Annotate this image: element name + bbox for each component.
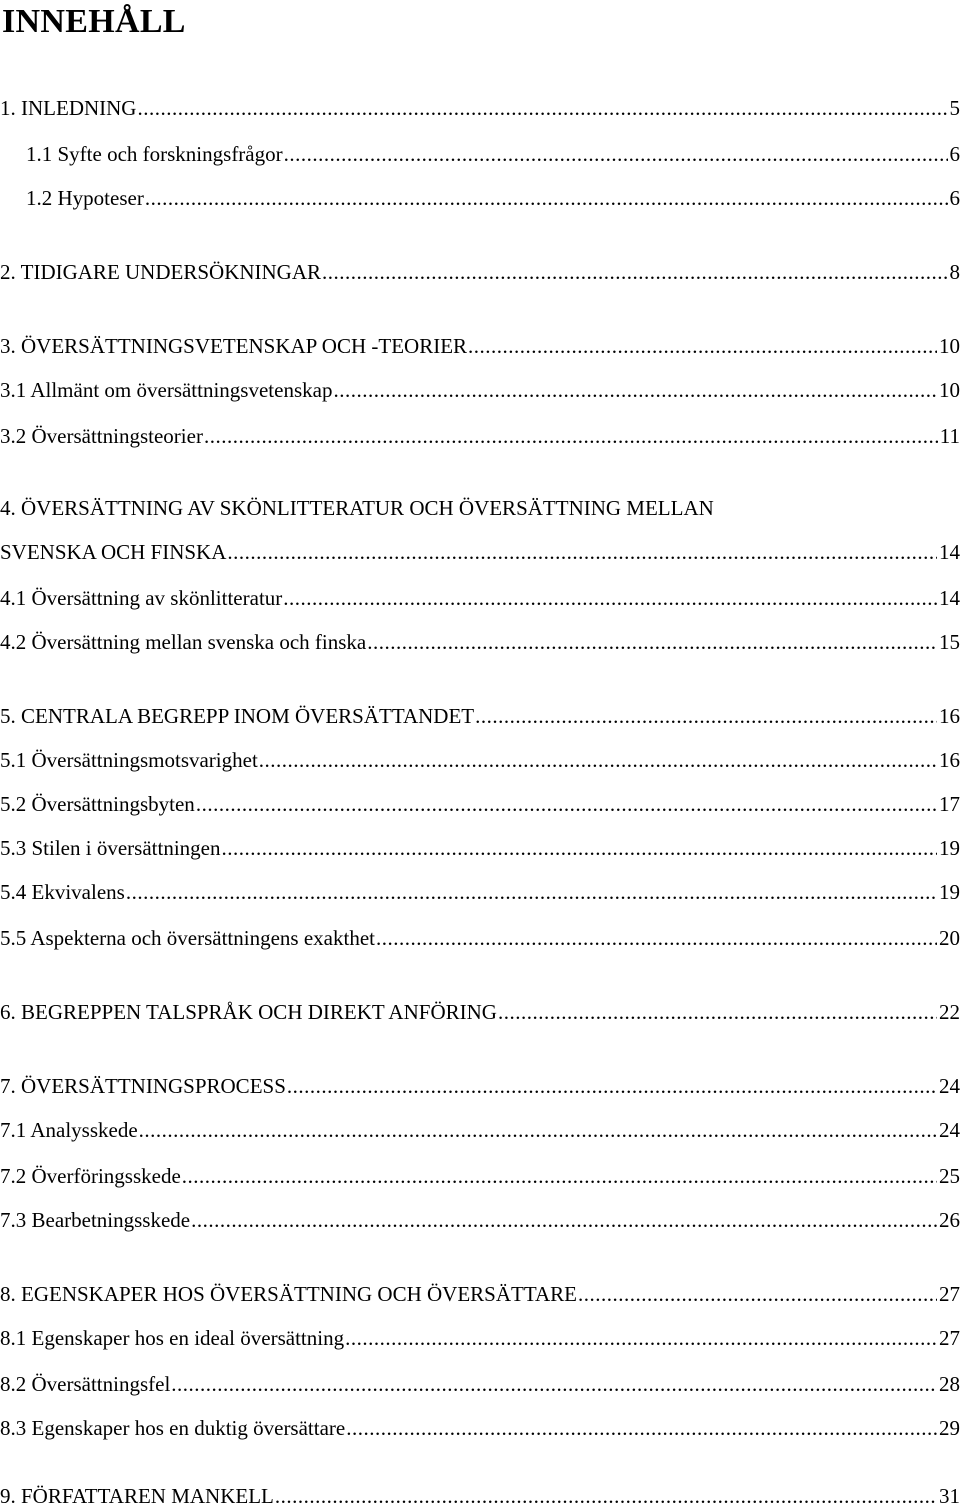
dot-leader <box>182 1160 937 1192</box>
toc-entry-label: 2. TIDIGARE UNDERSÖKNINGAR <box>0 260 322 284</box>
toc-entry-5-2[interactable] <box>0 788 960 820</box>
toc-entry-label: 5.2 Översättningsbyten <box>0 792 195 816</box>
toc-entry-label: 4.2 Översättning mellan svenska och finska <box>0 630 367 654</box>
toc-entry-page: 6 <box>949 142 960 166</box>
toc-entry-label: 7.2 Överföringsskede <box>0 1164 181 1188</box>
dot-leader <box>287 1070 937 1102</box>
toc-entry-page: 24 <box>939 1074 960 1098</box>
toc-entry-9[interactable] <box>0 1480 960 1512</box>
toc-entry-page: 25 <box>939 1164 960 1188</box>
toc-entry-5-3[interactable] <box>0 832 960 864</box>
dot-leader <box>126 876 937 908</box>
toc-entry-label: 9. FÖRFATTAREN MANKELL <box>0 1484 274 1508</box>
toc-entry-label: 5.5 Aspekterna och översättningens exakthet <box>0 926 375 950</box>
toc-entry-page: 14 <box>939 540 960 564</box>
toc-entry-7[interactable] <box>0 1070 960 1102</box>
toc-entry-label: 1. INLEDNING <box>0 96 137 120</box>
dot-leader <box>333 374 937 406</box>
toc-entry-page: 19 <box>939 836 960 860</box>
toc-entry-label: 8.3 Egenskaper hos en duktig översättare <box>0 1416 346 1440</box>
toc-entry-page: 8 <box>949 260 960 284</box>
toc-entry-label: 8.2 Översättningsfel <box>0 1372 171 1396</box>
dot-leader <box>196 788 937 820</box>
toc-entry-page: 27 <box>939 1326 960 1350</box>
toc-entry-page: 27 <box>939 1282 960 1306</box>
toc-entry-label: 5.4 Ekvivalens <box>0 880 125 904</box>
toc-title: INNEHÅLL <box>2 3 186 40</box>
dot-leader <box>367 626 937 658</box>
toc-entry-label: 1.2 Hypoteser <box>26 186 144 210</box>
toc-entry-8[interactable] <box>0 1278 960 1310</box>
toc-entry-7-1[interactable] <box>0 1114 960 1146</box>
dot-leader <box>345 1322 937 1354</box>
toc-entry-label: 8. EGENSKAPER HOS ÖVERSÄTTNING OCH ÖVERSÄTTARE <box>0 1282 577 1306</box>
toc-entry-1-1[interactable] <box>26 138 960 170</box>
toc-entry-label: 5.1 Översättningsmotsvarighet <box>0 748 258 772</box>
toc-entry-6[interactable] <box>0 996 960 1028</box>
toc-entry-page: 5 <box>949 96 960 120</box>
toc-entry-label: 5. CENTRALA BEGREPP INOM ÖVERSÄTTANDET <box>0 704 475 728</box>
toc-entry-page: 17 <box>939 792 960 816</box>
toc-entry-label: 7. ÖVERSÄTTNINGSPROCESS <box>0 1074 286 1098</box>
toc-entry-page: 20 <box>939 926 960 950</box>
toc-entry-7-2[interactable] <box>0 1160 960 1192</box>
dot-leader <box>376 922 937 954</box>
toc-entry-5-5[interactable] <box>0 922 960 954</box>
dot-leader <box>221 832 937 864</box>
toc-entry-3-2[interactable] <box>0 420 960 452</box>
dot-leader <box>227 536 937 568</box>
toc-entry-5-4[interactable] <box>0 876 960 908</box>
toc-entry-page: 10 <box>939 334 960 358</box>
toc-entry-1-2[interactable] <box>26 182 960 214</box>
toc-entry-page: 14 <box>939 586 960 610</box>
dot-leader <box>204 420 938 452</box>
dot-leader <box>578 1278 937 1310</box>
toc-entry-4-2[interactable] <box>0 626 960 658</box>
dot-leader <box>191 1204 937 1236</box>
toc-entry-page: 10 <box>939 378 960 402</box>
dot-leader <box>284 138 948 170</box>
dot-leader <box>259 744 937 776</box>
toc-entry-page: 29 <box>939 1416 960 1440</box>
toc-entry-label: 5.3 Stilen i översättningen <box>0 836 221 860</box>
toc-entry-7-3[interactable] <box>0 1204 960 1236</box>
toc-entry-5[interactable] <box>0 700 960 732</box>
toc-entry-page: 15 <box>939 630 960 654</box>
toc-entry-4[interactable] <box>0 536 960 568</box>
toc-entry-label: 6. BEGREPPEN TALSPRÅK OCH DIREKT ANFÖRING <box>0 1000 497 1024</box>
toc-entry-label: 3.1 Allmänt om översättningsvetenskap <box>0 378 333 402</box>
toc-entry-page: 19 <box>939 880 960 904</box>
toc-entry-4-line1[interactable]: 4. ÖVERSÄTTNING AV SKÖNLITTERATUR OCH ÖVERSÄTTNING MELLAN <box>0 496 714 520</box>
toc-entry-3[interactable] <box>0 330 960 362</box>
toc-entry-page: 24 <box>939 1118 960 1142</box>
toc-entry-page: 22 <box>939 1000 960 1024</box>
dot-leader <box>346 1412 937 1444</box>
dot-leader <box>145 182 948 214</box>
toc-entry-label: 8.1 Egenskaper hos en ideal översättning <box>0 1326 345 1350</box>
dot-leader <box>322 256 947 288</box>
toc-entry-page: 16 <box>939 704 960 728</box>
toc-entry-3-1[interactable] <box>0 374 960 406</box>
toc-entry-2[interactable] <box>0 256 960 288</box>
toc-entry-label: 1.1 Syfte och forskningsfrågor <box>26 142 283 166</box>
dot-leader <box>468 330 937 362</box>
toc-entry-label: 7.3 Bearbetningsskede <box>0 1208 191 1232</box>
toc-entry-label: 7.1 Analysskede <box>0 1118 138 1142</box>
toc-entry-8-1[interactable] <box>0 1322 960 1354</box>
dot-leader <box>283 582 937 614</box>
dot-leader <box>475 700 937 732</box>
toc-entry-page: 26 <box>939 1208 960 1232</box>
dot-leader <box>137 92 947 124</box>
toc-entry-page: 11 <box>939 424 960 448</box>
dot-leader <box>171 1368 937 1400</box>
toc-entry-page: 6 <box>949 186 960 210</box>
toc-entry-page: 31 <box>939 1484 960 1508</box>
toc-entry-label: 3.2 Översättningsteorier <box>0 424 203 448</box>
toc-entry-5-1[interactable] <box>0 744 960 776</box>
dot-leader <box>498 996 937 1028</box>
toc-entry-page: 28 <box>939 1372 960 1396</box>
toc-entry-label: SVENSKA OCH FINSKA <box>0 540 227 564</box>
toc-entry-label: 4.1 Översättning av skönlitteratur <box>0 586 283 610</box>
toc-entry-page: 16 <box>939 748 960 772</box>
toc-entry-8-3[interactable] <box>0 1412 960 1444</box>
toc-entry-4-1[interactable] <box>0 582 960 614</box>
toc-entry-1[interactable] <box>0 92 960 124</box>
dot-leader <box>275 1480 937 1512</box>
dot-leader <box>139 1114 937 1146</box>
toc-entry-label: 3. ÖVERSÄTTNINGSVETENSKAP OCH -TEORIER <box>0 334 468 358</box>
toc-entry-8-2[interactable] <box>0 1368 960 1400</box>
